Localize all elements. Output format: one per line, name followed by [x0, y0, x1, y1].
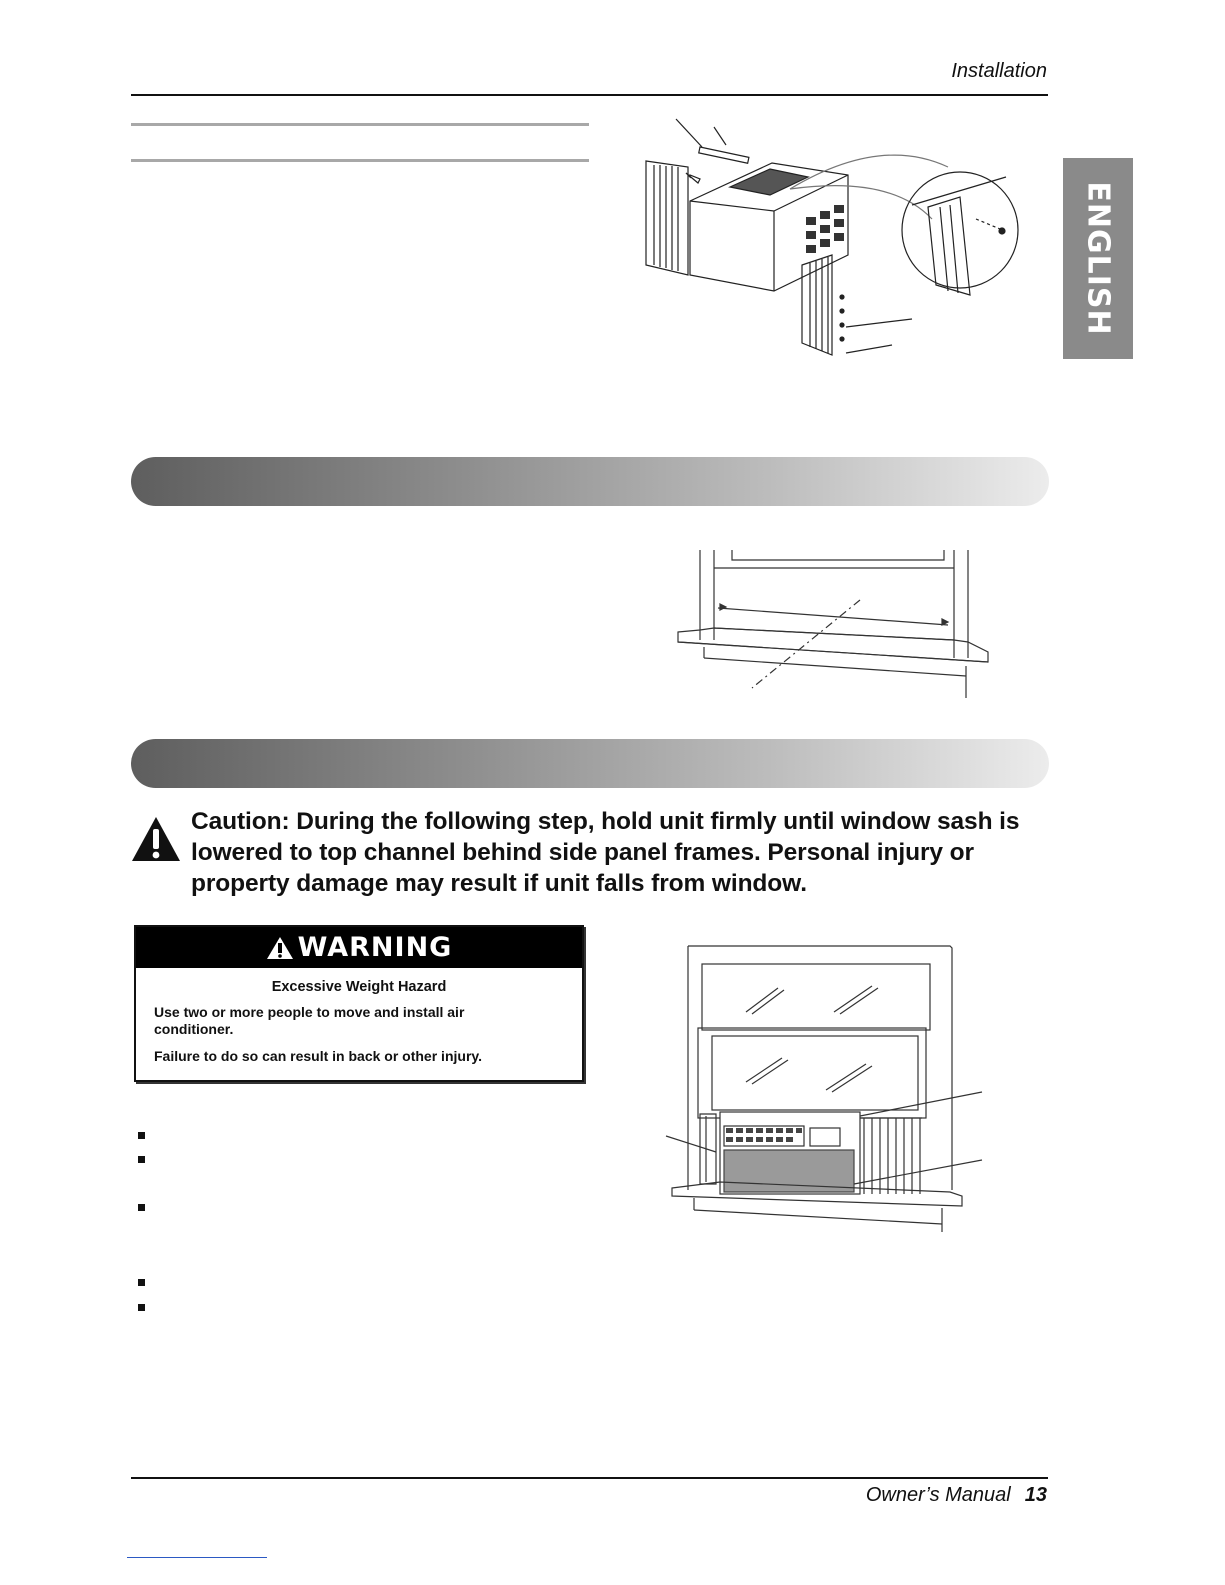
warning-triangle-icon — [266, 936, 294, 960]
bullet-marker — [138, 1304, 145, 1311]
page-number: 13 — [1024, 1484, 1047, 1506]
bullet-marker — [138, 1156, 145, 1163]
subsection-rule-bottom — [131, 159, 589, 162]
warning-header — [136, 927, 582, 968]
warning-box — [134, 925, 584, 1082]
section-title: Installation — [951, 60, 1047, 82]
warning-title: WARNING — [297, 932, 453, 963]
window-opening-illustration — [670, 548, 995, 698]
language-tab — [1063, 158, 1133, 359]
caution-triangle-icon — [130, 815, 182, 863]
page-footer — [866, 1484, 1047, 1507]
language-tab-label: ENGLISH — [1080, 181, 1116, 336]
bullet-marker — [138, 1204, 145, 1211]
section-header-bar-2 — [131, 739, 1049, 788]
side-panel-assembly-illustration — [630, 115, 1030, 375]
subsection-rule-top — [131, 123, 589, 126]
bullet-marker — [138, 1132, 145, 1139]
footer-divider — [131, 1477, 1048, 1479]
warning-subtitle: Excessive Weight Hazard — [271, 979, 447, 995]
bullet-marker — [138, 1279, 145, 1286]
warning-instruction: Use two or more people to move and install air conditioner. — [154, 1004, 465, 1037]
warning-consequence: Failure to do so can result in back or other injury. — [154, 1048, 483, 1064]
link-underline — [127, 1557, 267, 1558]
header-divider — [131, 94, 1048, 96]
manual-label: Owner’s Manual — [865, 1484, 1011, 1506]
section-header-bar-1 — [131, 457, 1049, 506]
caution-statement: Caution: During the following step, hold unit firmly until window sash is lowered to top channel behind side panel frames. Personal injury or property damage may result if unit falls from window. — [191, 808, 1020, 897]
installed-unit-illustration — [660, 940, 990, 1235]
